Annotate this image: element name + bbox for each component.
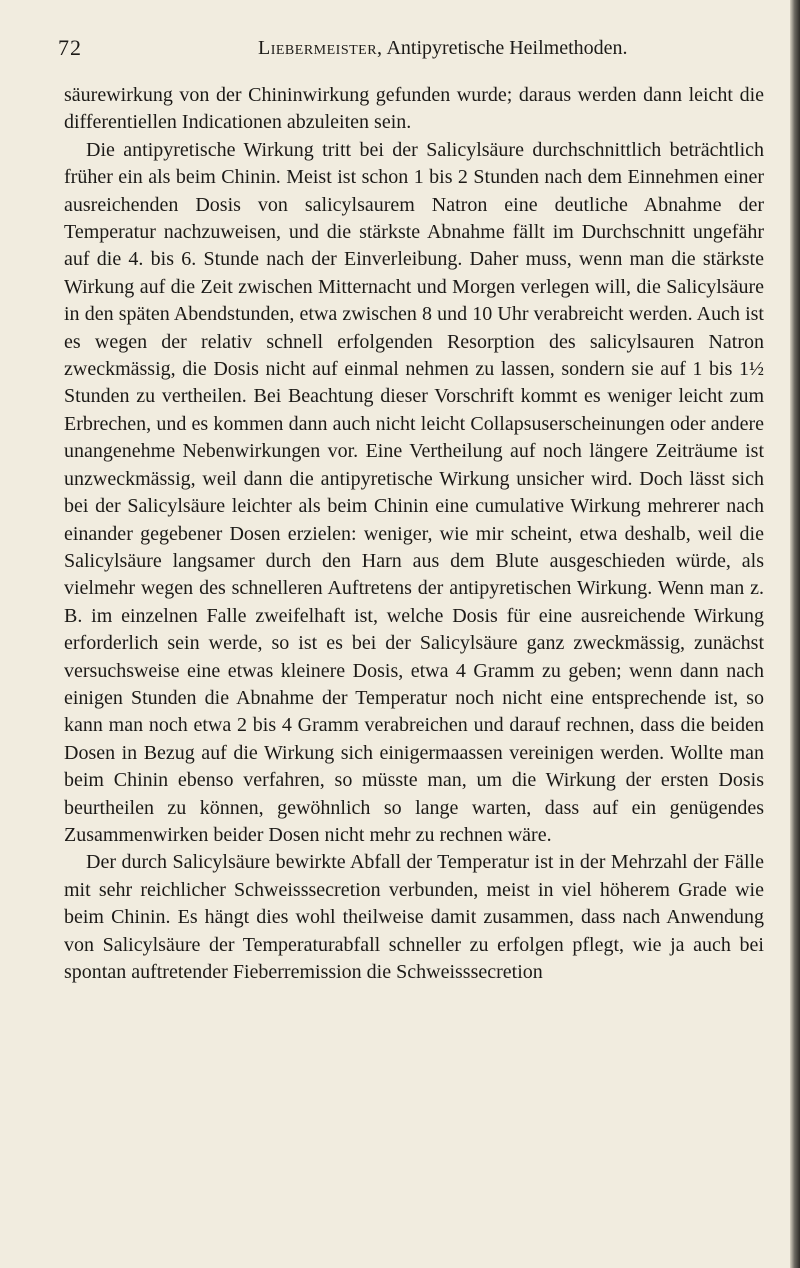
running-head-author: Liebermeister,: [258, 37, 383, 59]
page-header: [58, 30, 758, 66]
running-head-title: Antipyretische Heilmethoden.: [386, 37, 628, 59]
paragraph-continuation: säurewirkung von der Chininwirkung gefunden wurde; daraus werden dann leicht die differentiellen Indicationen abzuleiten sein.: [64, 84, 764, 134]
running-head: [258, 30, 628, 66]
page-number: 72: [58, 35, 82, 60]
paragraph-sweat-secretion: Der durch Salicylsäure bewirkte Abfall der Temperatur ist in der Mehrzahl der Fälle mit sehr reichlicher Schweisssecretion verbunden, meist in viel höherem Grade wie beim Chinin. Es hängt dies wohl theilweise damit zusammen, dass nach Anwendung von Salicylsäure der Temperaturabfall schneller zu erfolgen pflegt, wie ja auch bei spontan auftretender Fieberremission die Schweisssecretion: [64, 851, 764, 983]
page-binding-edge: [790, 0, 800, 1268]
paragraph-antipyretic-effect: Die antipyretische Wirkung tritt bei der Salicylsäure durchschnittlich beträchtlich früher ein als beim Chinin. Meist ist schon 1 bis 2 Stunden nach dem Einnehmen einer ausreichenden Dosis von salicylsaurem Natron eine deutliche Abnahme der Temperatur nachzuweisen, und die stärkste Abnahme fällt im Durchschnitt ungefähr auf die 4. bis 6. Stunde nach der Einverleibung. Daher muss, wenn man die stärkste Wirkung auf die Zeit zwischen Mitternacht und Morgen verlegen will, die Salicylsäure in den späten Abendstunden, etwa zwischen 8 und 10 Uhr verabreicht werden. Auch ist es wegen der relativ schnell erfolgenden Resorption des salicylsauren Natron zweckmässig, die Dosis nicht auf einmal nehmen zu lassen, sondern sie auf 1 bis 1½ Stunden zu vertheilen. Bei Beachtung dieser Vorschrift kommt es weniger leicht zum Erbrechen, und es kommen dann auch nicht leicht Collapsuserscheinungen oder andere unangenehme Nebenwirkungen vor. Eine Vertheilung auf noch längere Zeiträume ist unzweckmässig, weil dann die antipyretische Wirkung unsicher wird. Doch lässt sich bei der Salicylsäure leichter als beim Chinin eine cumulative Wirkung mehrerer nach einander gegebener Dosen erzielen: weniger, wie mir scheint, etwa deshalb, weil die Salicylsäure langsamer durch den Harn aus dem Blute ausgeschieden würde, als vielmehr wegen des schnelleren Auftretens der antipyretischen Wirkung. Wenn man z. B. im einzelnen Falle zweifelhaft ist, welche Dosis für eine ausreichende Wirkung erforderlich sein werde, so ist es bei der Salicylsäure ganz zweckmässig, zunächst versuchsweise eine etwas kleinere Dosis, etwa 4 Gramm zu geben; wenn dann nach einigen Stunden die Abnahme der Temperatur noch nicht eine entsprechende ist, so kann man noch etwa 2 bis 4 Gramm verabreichen und darauf rechnen, dass die beiden Dosen in Bezug auf die Wirkung sich einigermaassen vereinigen werden. Wollte man beim Chinin ebenso verfahren, so müsste man, um die Wirkung der ersten Dosis beurtheilen zu können, gewöhnlich so lange warten, dass auf ein genügendes Zusammenwirken beider Dosen nicht mehr zu rechnen wäre.: [64, 138, 764, 846]
body-text: [64, 82, 764, 986]
